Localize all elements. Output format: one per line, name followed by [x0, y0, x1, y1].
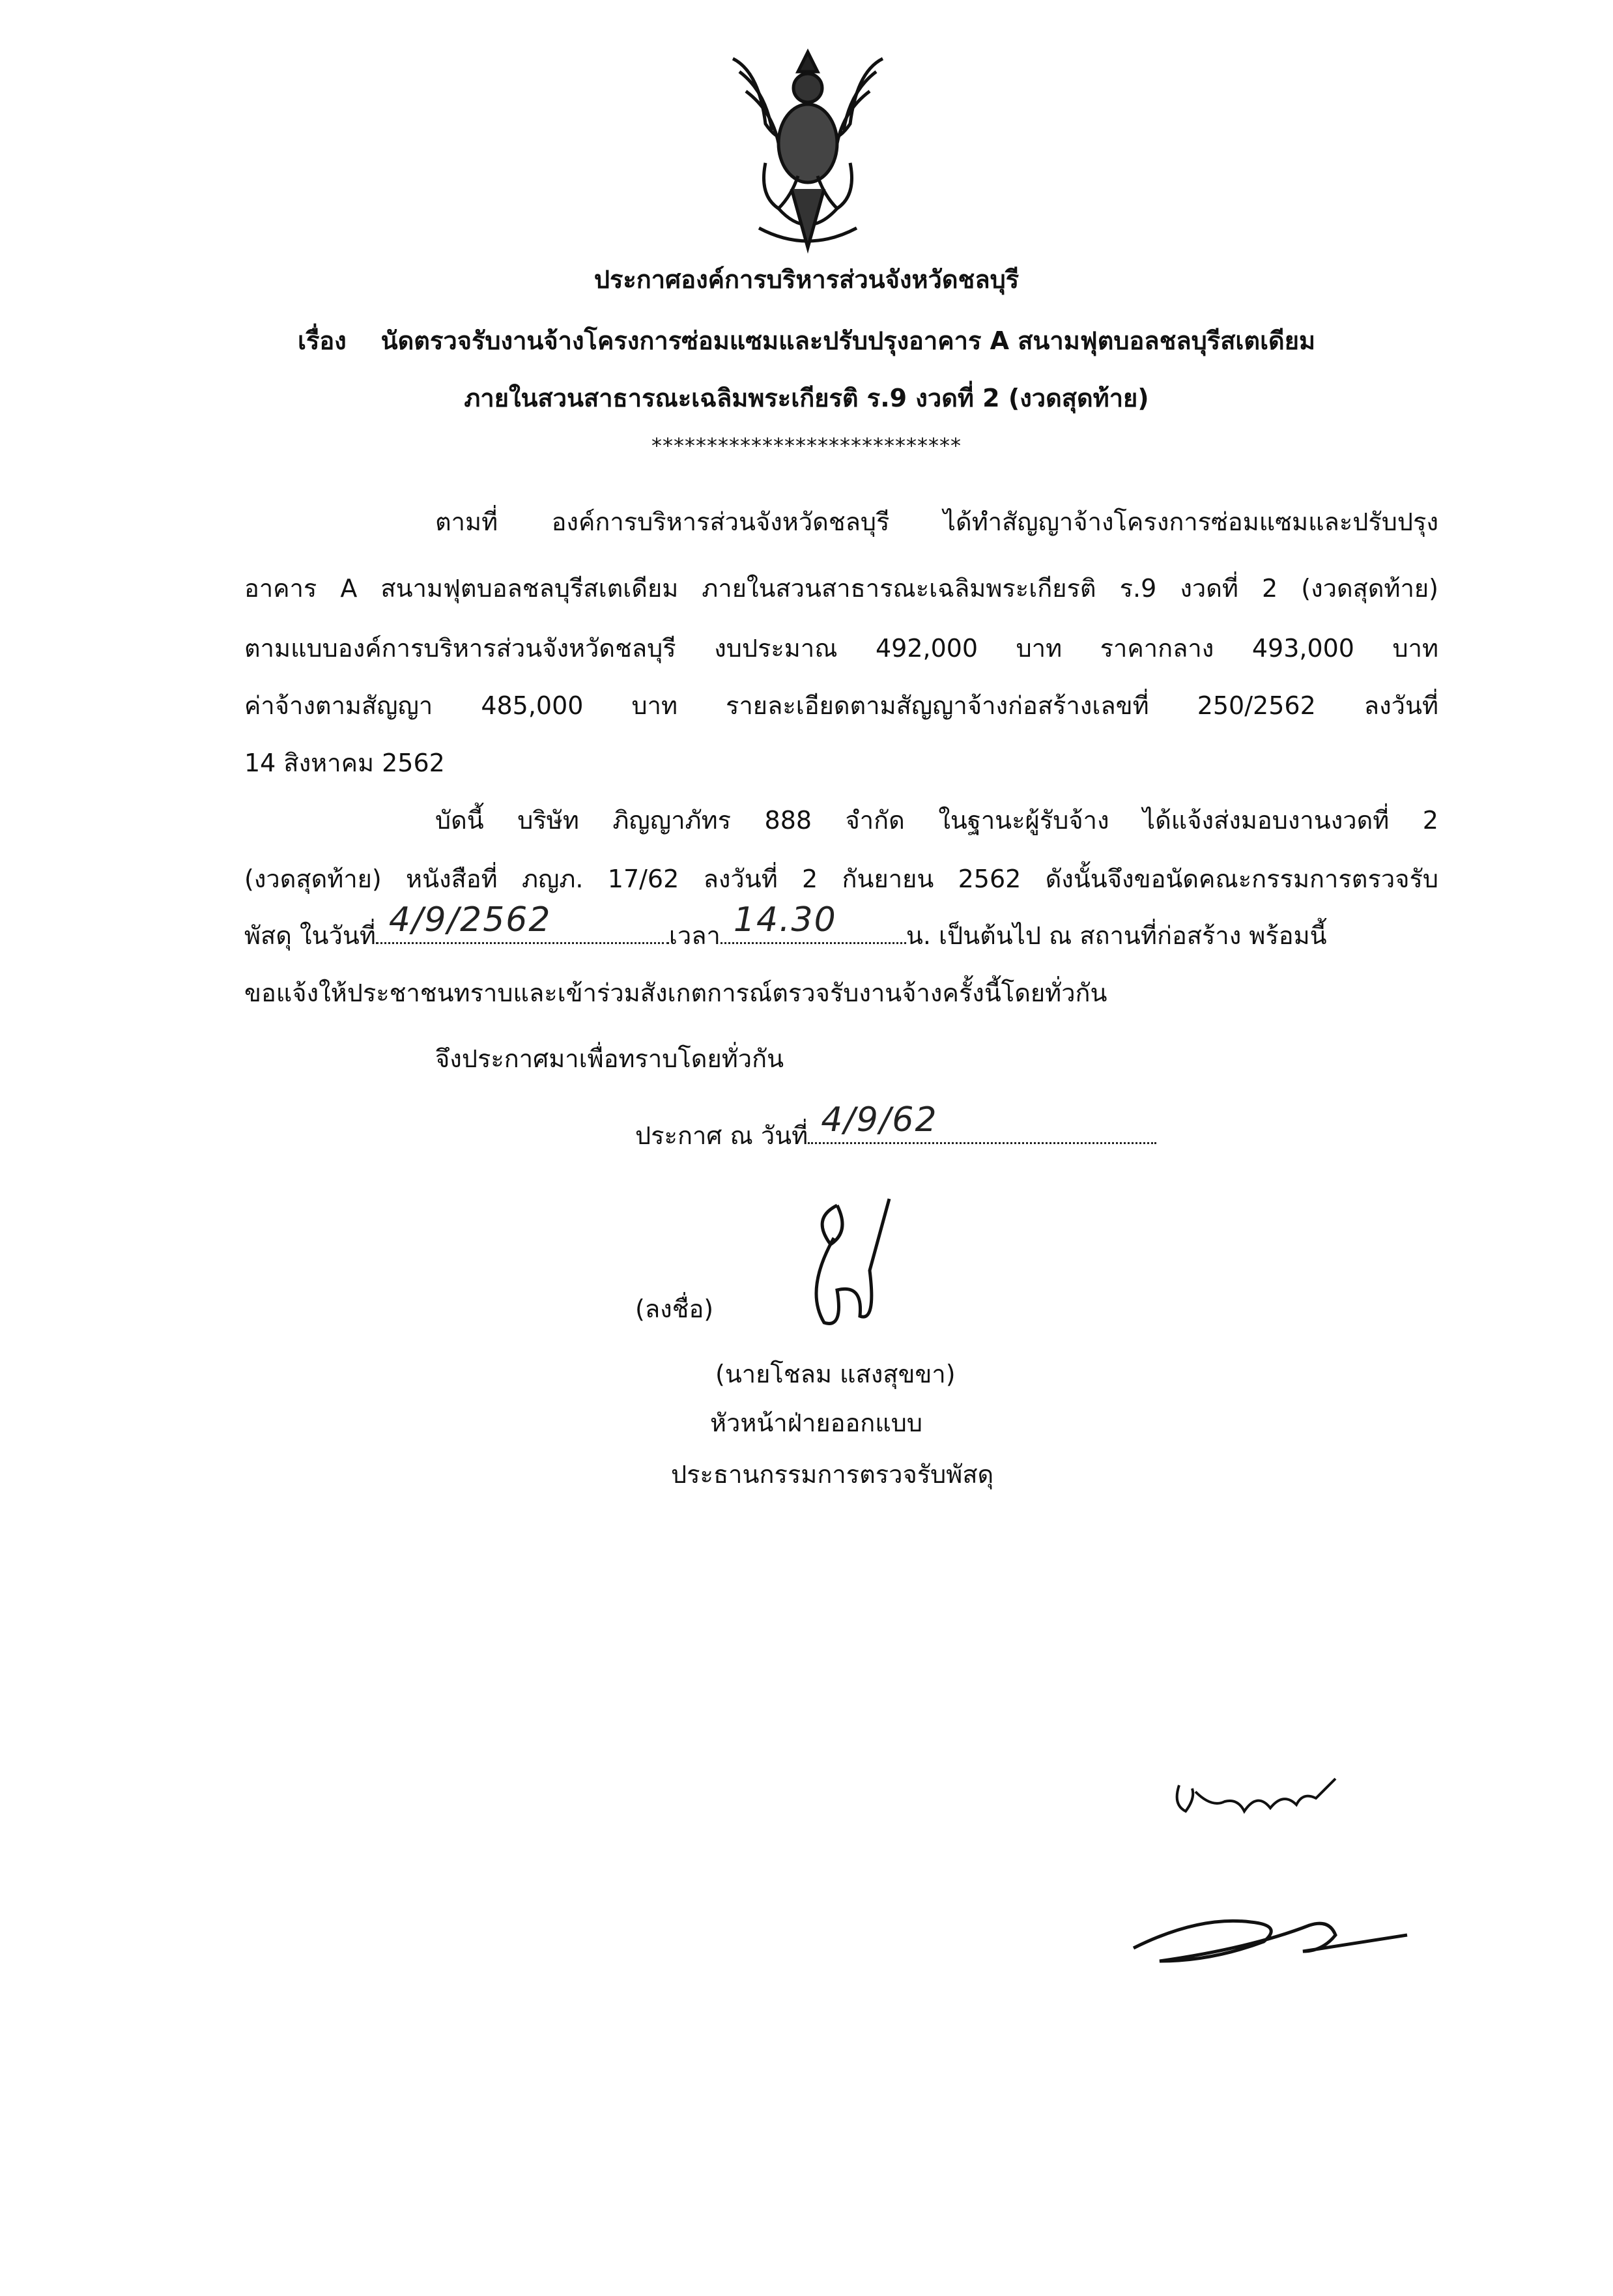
garuda-emblem-icon	[720, 33, 896, 254]
inspection-date-handwritten: 4/9/2562	[388, 900, 552, 940]
announce-date-handwritten: 4/9/62	[821, 1100, 938, 1140]
inspection-time-label: เวลา	[668, 921, 721, 950]
signatory-position-2: ประธานกรรมการตรวจรับพัสดุ	[671, 1460, 994, 1489]
paragraph-2-line-1: บัดนี้ บริษัท ภิญญาภัทร 888 จำกัด ในฐานะผู้รับจ้าง ได้แจ้งส่งมอบงานงวดที่ 2	[435, 806, 1438, 835]
inspection-time-field	[721, 900, 906, 944]
paragraph-1-line-3: ตามแบบองค์การบริหารส่วนจังหวัดชลบุรี งบประมาณ 492,000 บาท ราคากลาง 493,000 บาท	[244, 634, 1438, 663]
paragraph-1-line-2: อาคาร A สนามฟุตบอลชลบุรีสเตเดียม ภายในสวนสาธารณะเฉลิมพระเกียรติ ร.9 งวดที่ 2 (งวดสุดท้าย)	[244, 574, 1438, 603]
handwritten-initials	[1166, 1772, 1381, 1863]
inspection-location-text: น. เป็นต้นไป ณ สถานที่ก่อสร้าง พร้อมนี้	[906, 921, 1327, 950]
announce-date-label: ประกาศ ณ วันที่	[635, 1121, 808, 1150]
subject-text-1: นัดตรวจรับงานจ้างโครงการซ่อมแซมและปรับปรุงอาคาร A สนามฟุตบอลชลบุรีสเตเดียม	[380, 326, 1316, 355]
paragraph-1-line-5: 14 สิงหาคม 2562	[244, 749, 445, 777]
inspection-date-label: พัสดุ ในวันที่	[244, 921, 376, 950]
signatory-position-1: หัวหน้าฝ่ายออกแบบ	[710, 1409, 923, 1437]
paragraph-2-line-3	[244, 900, 1438, 955]
sign-label: (ลงชื่อ)	[635, 1295, 714, 1323]
inspection-date-field	[376, 900, 669, 944]
handwritten-initials-2	[1121, 1889, 1427, 1987]
paragraph-2-line-2: (งวดสุดท้าย) หนังสือที่ ภญภ. 17/62 ลงวันที่ 2 กันยายน 2562 ดังนั้นจึงขอนัดคณะกรรมการตรวจรับ	[244, 865, 1438, 893]
org-announcement-title: ประกาศองค์การบริหารส่วนจังหวัดชลบุรี	[593, 265, 1020, 294]
separator: ****************************	[651, 433, 962, 458]
inspection-time-handwritten: 14.30	[733, 900, 837, 940]
subject-line-1	[0, 321, 1613, 360]
signatory-name: (นายโชลม แสงสุขขา)	[715, 1360, 956, 1388]
paragraph-1-line-4: ค่าจ้างตามสัญญา 485,000 บาท รายละเอียดตามสัญญาจ้างก่อสร้างเลขที่ 250/2562 ลงวันที่	[244, 691, 1438, 720]
signature-mark	[798, 1192, 902, 1336]
announce-date-line	[635, 1100, 1156, 1155]
announce-date-field	[808, 1100, 1156, 1144]
subject-line-2: ภายในสวนสาธารณะเฉลิมพระเกียรติ ร.9 งวดที่ 2 (งวดสุดท้าย)	[464, 384, 1149, 412]
paragraph-1-line-1: ตามที่ องค์การบริหารส่วนจังหวัดชลบุรี ได้ทำสัญญาจ้างโครงการซ่อมแซมและปรับปรุง	[435, 508, 1438, 536]
paragraph-2-line-4: ขอแจ้งให้ประชาชนทราบและเข้าร่วมสังเกตการณ์ตรวจรับงานจ้างครั้งนี้โดยทั่วกัน	[244, 979, 1107, 1007]
closing-text: จึงประกาศมาเพื่อทราบโดยทั่วกัน	[435, 1044, 784, 1073]
subject-label: เรื่อง	[297, 326, 347, 355]
